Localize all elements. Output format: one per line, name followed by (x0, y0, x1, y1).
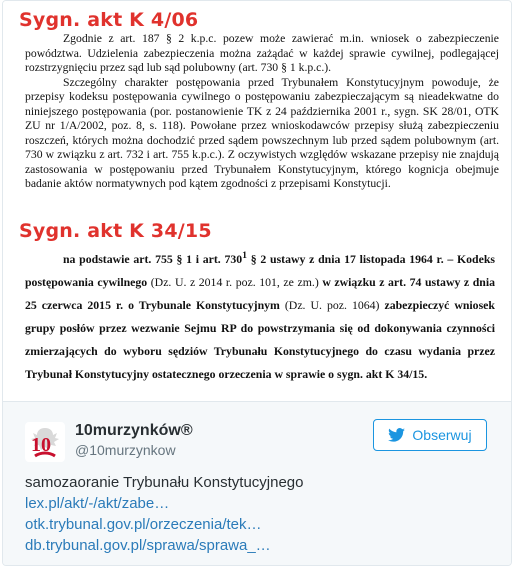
avatar[interactable] (25, 422, 65, 462)
twitter-bird-icon (388, 428, 405, 442)
document-paragraph-2 (25, 244, 495, 386)
document-heading-k34-15: Sygn. akt K 34/15 (19, 220, 212, 242)
para2-citation: (Dz. U. z 2014 r. poz. 101, ze zm.) (150, 274, 319, 289)
author-handle[interactable]: @10murzynkow (75, 442, 176, 458)
para2-segment: § 2 ustawy z dnia 17 listopada 1964 r. – Kodeks postępowania cywilnego (25, 251, 495, 289)
embedded-tweet-card (2, 0, 512, 566)
author-display-name[interactable]: 10murzynków® (75, 422, 193, 439)
tweet-body: samozaoranie Trybunału Konstytucyjnego (25, 474, 304, 491)
tweet-link-db[interactable]: db.trybunal.gov.pl/sprawa/sprawa_… (25, 537, 271, 554)
document-paragraph-1 (25, 32, 499, 192)
document-heading-k4-06: Sygn. akt K 4/06 (19, 9, 199, 31)
document-paragraph-1a: Zgodnie z art. 187 § 2 k.p.c. pozew może zawierać m.in. wniosek o zabezpieczenie powództwa. Udzielenia zabezpieczenia można zażądać w każdej sprawie cywilnej, podlegającej rozstrzygnięciu przez sąd lub sąd polubowny (art. 730 § 1 k.p.c.). (25, 32, 499, 74)
para2-segment: zabezpieczyć wniosek grupy posłów przez wezwanie Sejmu RP do powstrzymania się od dokonywania czynności zmierzających do wyboru sędziów Trybunału Konstytucyjnego do czasu wydania przez Trybunał Konstytucyjny ostatecznego orzeczenia w sprawie o sygn. akt K 34/15. (25, 297, 495, 381)
tweet-footer (3, 402, 511, 565)
eagle-logo-icon (25, 422, 65, 462)
para2-citation: (Dz. U. poz. 1064) (284, 297, 380, 312)
document-image[interactable] (3, 1, 511, 401)
avatar-text: 10 (31, 434, 51, 456)
para2-segment: na podstawie art. 755 § 1 i art. 730 (63, 251, 243, 266)
document-paragraph-1b: Szczególny charakter postępowania przed Trybunałem Konstytucyjnym powoduje, że przepisy kodeksu postępowania cywilnego o postępowaniu zabezpieczającym są nieadekwatne do niniejszego postępowania (por. postanowienie TK z 24 października 2001 r., sygn. SK 28/01, OTK ZU nr 1/A/2002, poz. 8, s. 118). Powołane przez wnioskodawców przepisy służą zabezpieczeniu roszczeń, których można dochodzić przed sądem powszechnym lub przed sądem polubownym (art. 730 w związku z art. 732 i art. 755 k.p.c.). Z oczywistych względów wskazane przepisy nie znajdują zastosowania w postępowaniu przed Trybunałem Konstytucyjnym, którego kognicja obejmuje badanie aktów normatywnych pod kątem zgodności z przepisami Konstytucji. (25, 75, 499, 190)
follow-label: Obserwuj (412, 427, 472, 443)
para2-superscript: 1 (242, 250, 248, 261)
tweet-link-lex[interactable]: lex.pl/akt/-/akt/zabe… (25, 495, 170, 512)
para2-segment: w związku z art. 74 ustawy z dnia 25 czerwca 2015 r. o Trybunale Konstytucyjnym (25, 274, 496, 312)
tweet-text (25, 472, 495, 556)
follow-button[interactable] (373, 419, 487, 451)
tweet-link-otk[interactable]: otk.trybunal.gov.pl/orzeczenia/tek… (25, 516, 262, 533)
